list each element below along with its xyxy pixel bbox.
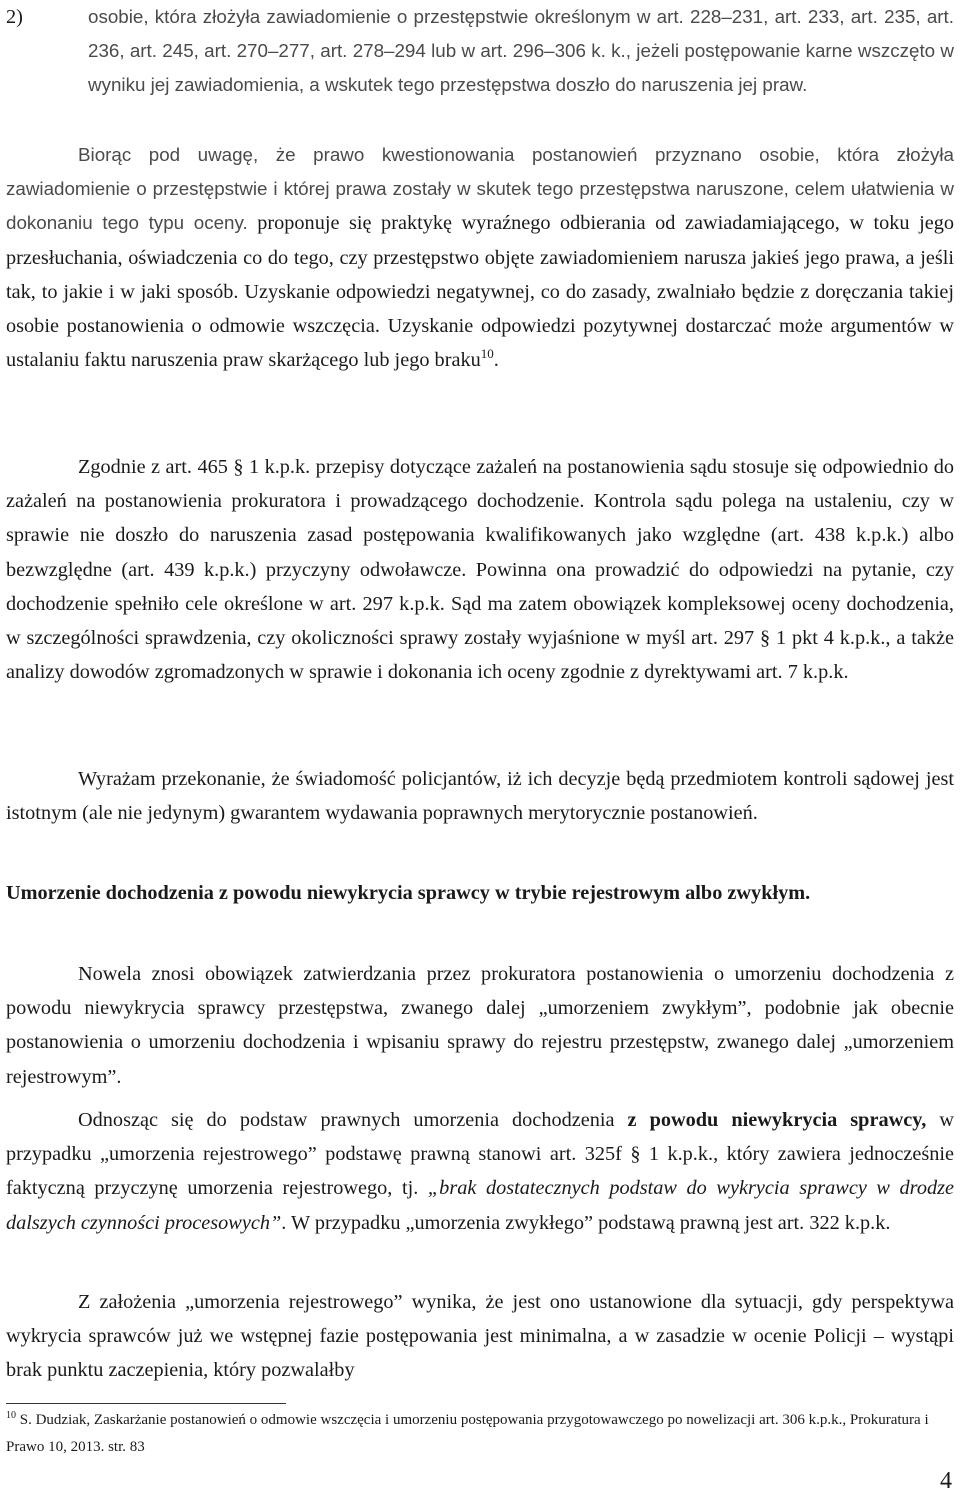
paragraph-5-b: w przypadku „umorzenia rejestrowego” podstawę prawną stanowi art. 325f § 1 k.p.k., który zawiera jednocześnie faktyczną przyczynę umorzenia rejestrowego, tj. bbox=[6, 1109, 955, 1200]
paragraph-5-italic: „brak dostatecznych podstaw do wykrycia sprawcy w drodze dalszych czynności procesowych” bbox=[6, 1177, 955, 1234]
footnote-separator bbox=[6, 1403, 286, 1404]
paragraph-5-a: Odnosząc się do podstaw prawnych umorzenia dochodzenia bbox=[78, 1109, 615, 1131]
paragraph-1-sans: Biorąc pod uwagę, że prawo kwestionowania postanowień przyznano osobie, która złożyła zawiadomienie o przestępstwie i której prawa zostały w skutek tego przestępstwa naruszone, celem ułatwienia w dokonaniu tego typu oceny. bbox=[6, 144, 954, 234]
paragraph-5-c: . W przypadku „umorzenia zwykłego” podstawą prawną jest art. 322 k.p.k. bbox=[281, 1211, 891, 1234]
footnote bbox=[6, 1407, 954, 1461]
list-text: osobie, która złożyła zawiadomienie o przestępstwie określonym w art. 228–231, art. 233, art. 235, art. 236, art. 245, art. 270–277, art. 278–294 lub w art. 296–306 k. k., jeżeli postępowanie karne wszczęto w wyniku jej zawiadomienia, a wskutek tego przestępstwa doszło do naruszenia jej praw. bbox=[88, 6, 954, 96]
paragraph-1-serif: proponuje się praktykę wyraźnego odbierania od zawiadamiającego, w toku jego przesłuchania, oświadczenia co do tego, czy przestępstwo objęte zawiadomieniem narusza jakieś jego prawa, a jeśli tak, to jakie i w jaki sposób. Uzyskanie odpowiedzi negatywnej, co do zasady, zwalniało będzie z doręczania takiej osobie postanowienia o odmowie wszczęcia. Uzyskanie odpowiedzi pozytywnej dostarczać może argumentów w ustalaniu faktu naruszenia praw skarżącego lub jego braku bbox=[6, 212, 954, 372]
list-item-2 bbox=[6, 0, 954, 103]
paragraph-1 bbox=[6, 138, 954, 377]
section-heading: Umorzenie dochodzenia z powodu niewykrycia sprawcy w trybie rejestrowym albo zwykłym. bbox=[6, 882, 811, 904]
paragraph-3: Wyrażam przekonanie, że świadomość policjantów, iż ich decyzje będą przedmiotem kontroli sądowej jest istotnym (ale nie jedynym) gwarantem wydawania poprawnych merytorycznie postanowień. bbox=[6, 768, 954, 825]
paragraph-6: Z założenia „umorzenia rejestrowego” wynika, że jest ono ustanowione dla sytuacji, gdy perspektywa wykrycia sprawców już we wstępnej fazie postępowania jest minimalna, a w zasadzie w ocenie Policji – wystąpi brak punktu zaczepienia, który pozwalałby bbox=[6, 1291, 954, 1382]
page-number: 4 bbox=[940, 1468, 952, 1494]
list-number: 2) bbox=[6, 6, 23, 28]
paragraph-1-end: . bbox=[493, 349, 499, 372]
footnote-number: 10 bbox=[6, 1410, 16, 1421]
paragraph-4: Nowela znosi obowiązek zatwierdzania przez prokuratora postanowienia o umorzeniu dochodzenia z powodu niewykrycia sprawcy przestępstwa, zwanego dalej „umorzeniem zwykłym”, podobnie jak obecnie postanowienia o umorzeniu dochodzenia i wpisaniu sprawy do rejestru przestępstw, zwanego dalej „umorzeniem rejestrowym”. bbox=[6, 963, 954, 1088]
footnote-ref: 10 bbox=[480, 346, 494, 362]
paragraph-5 bbox=[6, 1103, 954, 1240]
paragraph-2: Zgodnie z art. 465 § 1 k.p.k. przepisy dotyczące zażaleń na postanowienia sądu stosuje się odpowiednio do zażaleń na postanowienia prokuratora i prowadzącego dochodzenie. Kontrola sądu polega na ustaleniu, czy w sprawie nie doszło do naruszenia zasad postępowania kwalifikowanych jako względne (art. 438 k.p.k.) albo bezwzględne (art. 439 k.p.k.) przyczyny odwoławcze. Powinna ona prowadzić do odpowiedzi na pytanie, czy dochodzenie spełniło cele określone w art. 297 k.p.k. Sąd ma zatem obowiązek kompleksowej oceny dochodzenia, w szczególności sprawdzenia, czy okoliczności sprawy zostały wyjaśnione w myśl art. 297 § 1 pkt 4 k.p.k., a także analizy dowodów zgromadzonych w sprawie i dokonania ich oceny zgodnie z dyrektywami art. 7 k.p.k. bbox=[6, 456, 954, 684]
paragraph-5-bold: z powodu niewykrycia sprawcy, bbox=[627, 1109, 927, 1131]
footnote-text: S. Dudziak, Zaskarżanie postanowień o odmowie wszczęcia i umorzeniu postępowania przygotowawczego po nowelizacji art. 306 k.p.k., Prokuratura i Prawo 10, 2013. str. 83 bbox=[6, 1412, 929, 1455]
